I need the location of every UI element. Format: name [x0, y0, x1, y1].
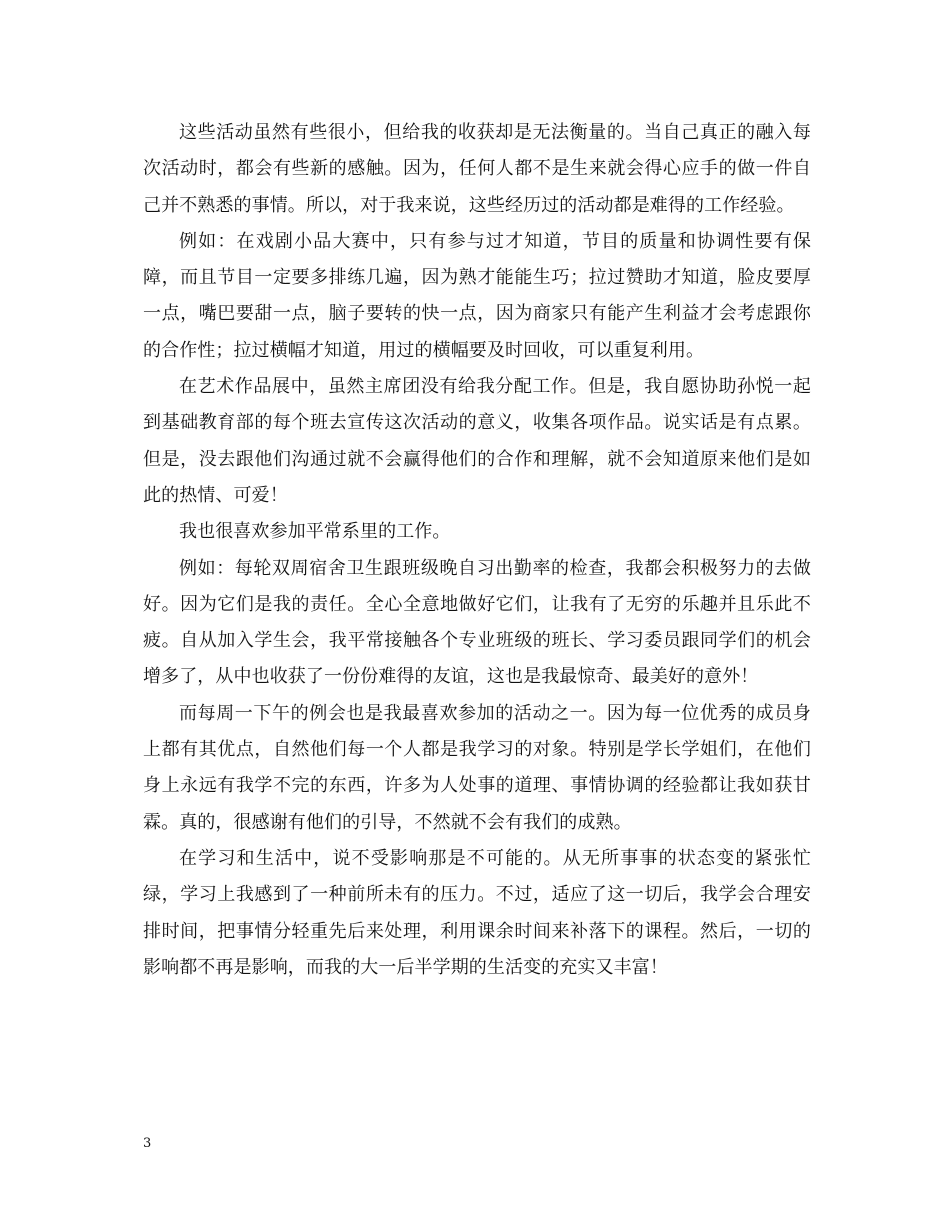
- paragraph-1: 这些活动虽然有些很小，但给我的收获却是无法衡量的。当自己真正的融入每次活动时，都会有些新的感触。因为，任何人都不是生来就会得心应手的做一件自己并不熟悉的事情。所以，对于我来说，这些经历过的活动都是难得的工作经验。: [143, 122, 811, 216]
- paragraph-5: 例如：每轮双周宿舍卫生跟班级晚自习出勤率的检查，我都会积极努力的去做好。因为它们是我的责任。全心全意地做好它们，让我有了无穷的乐趣并且乐此不疲。自从加入学生会，我平常接触各个专业班级的班长、学习委员跟同学们的机会增多了，从中也收获了一份份难得的友谊，这也是我最惊奇、最美好的意外！: [143, 557, 811, 688]
- paragraph-6: 而每周一下午的例会也是我最喜欢参加的活动之一。因为每一位优秀的成员身上都有其优点，自然他们每一个人都是我学习的对象。特别是学长学姐们，在他们身上永远有我学不完的东西，许多为人处事的道理、事情协调的经验都让我如获甘霖。真的，很感谢有他们的引导，不然就不会有我们的成熟。: [143, 702, 811, 833]
- body-text: [143, 115, 811, 986]
- paragraph-4: 我也很喜欢参加平常系里的工作。: [179, 521, 451, 543]
- paragraph-3: 在艺术作品展中，虽然主席团没有给我分配工作。但是，我自愿协助孙悦一起到基础教育部的每个班去宣传这次活动的意义，收集各项作品。说实话是有点累。但是，没去跟他们沟通过就不会赢得他们的合作和理解，就不会知道原来他们是如此的热情、可爱！: [143, 376, 811, 506]
- paragraph-2: 例如：在戏剧小品大赛中，只有参与过才知道，节目的质量和协调性要有保障，而且节目一定要多排练几遍，因为熟才能能生巧；拉过赞助才知道，脸皮要厚一点，嘴巴要甜一点，脑子要转的快一点，因为商家只有能产生利益才会考虑跟你的合作性；拉过横幅才知道，用过的横幅要及时回收，可以重复利用。: [143, 230, 811, 361]
- page-number: 3: [143, 1136, 152, 1151]
- paragraph-7: 在学习和生活中，说不受影响那是不可能的。从无所事事的状态变的紧张忙绿，学习上我感到了一种前所未有的压力。不过，适应了这一切后，我学会合理安排时间，把事情分轻重先后来处理，利用课余时间来补落下的课程。然后，一切的影响都不再是影响，而我的大一后半学期的生活变的充实又丰富！: [143, 847, 811, 978]
